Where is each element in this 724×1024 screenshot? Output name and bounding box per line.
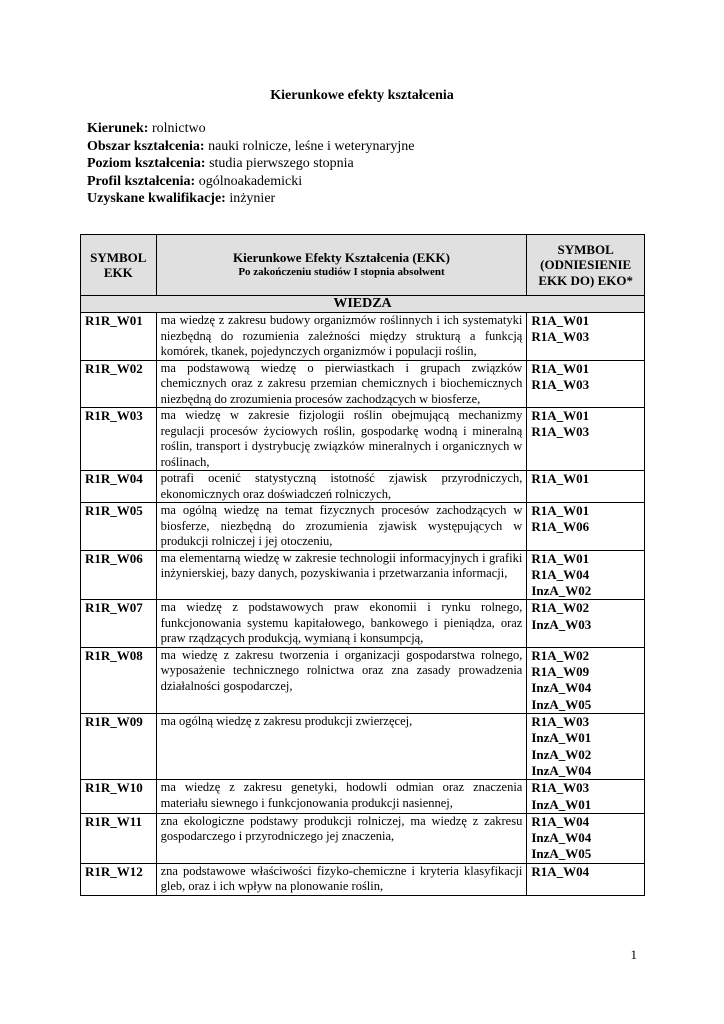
ekk-symbol: R1R_W04 <box>81 471 157 503</box>
header-reference: SYMBOL (ODNIESIENIE EKK DO) EKO* <box>527 235 645 296</box>
ekk-description: ma elementarną wiedzę w zakresie technologii informacyjnych i grafiki inżynierskiej, bazy danych, pozyskiwania i przetwarzania informacji, <box>156 550 527 600</box>
eko-reference: InzA_W05 <box>531 696 592 712</box>
table-row <box>81 408 645 471</box>
program-info-value: studia pierwszego stopnia <box>205 156 354 171</box>
eko-reference: R1A_W02 <box>531 647 590 663</box>
ekk-symbol: R1R_W01 <box>81 313 157 361</box>
table-row <box>81 647 645 713</box>
eko-reference-cell <box>527 550 645 600</box>
eko-reference: R1A_W03 <box>531 714 590 730</box>
table-row <box>81 471 645 503</box>
ekk-symbol: R1R_W12 <box>81 863 157 895</box>
ekk-symbol: R1R_W11 <box>81 813 157 863</box>
program-info-line <box>87 190 415 208</box>
eko-reference: R1A_W04 <box>531 813 590 829</box>
header-ekk-title: Kierunkowe Efekty Kształcenia (EKK) <box>232 249 450 265</box>
table-row <box>81 600 645 648</box>
table-row <box>81 813 645 863</box>
ekk-symbol: R1R_W09 <box>81 714 157 780</box>
program-info-label: Poziom kształcenia: <box>87 156 206 171</box>
eko-reference: R1A_W01 <box>531 471 590 486</box>
eko-reference: R1A_W06 <box>531 519 590 535</box>
eko-reference: InzA_W01 <box>531 730 592 746</box>
eko-reference: R1A_W01 <box>531 360 590 376</box>
ekk-description: ma wiedzę z podstawowych praw ekonomii i rynku rolnego, funkcjonowania systemu kapitałowego, bankowego i pieniądza, oraz praw rządzących produkcją, wymianą i konsumpcją, <box>156 600 527 648</box>
eko-reference: InzA_W04 <box>531 762 592 778</box>
eko-reference-cell <box>527 471 645 503</box>
table-row <box>81 714 645 780</box>
table-row <box>81 780 645 814</box>
program-info-value: inżynier <box>225 191 276 206</box>
eko-reference-cell <box>527 780 645 814</box>
ekk-description: ma wiedzę z zakresu tworzenia i organizacji gospodarstwa rolnego, wyposażenie technicznego rolnictwa oraz zna zasady prowadzenia działalności gospodarczej, <box>156 647 527 713</box>
eko-reference: InzA_W03 <box>531 616 592 632</box>
ekk-symbol: R1R_W10 <box>81 780 157 814</box>
program-info-value: ogólnoakademicki <box>195 173 303 189</box>
eko-reference: InzA_W02 <box>531 746 592 762</box>
program-info-label: Kierunek: <box>87 121 149 136</box>
header-symbol: SYMBOL EKK <box>81 235 157 296</box>
eko-reference-cell <box>527 313 645 361</box>
eko-reference-cell <box>527 647 645 713</box>
ekk-symbol: R1R_W03 <box>81 408 157 471</box>
eko-reference: R1A_W03 <box>531 376 590 392</box>
ekk-description: ma wiedzę w zakresie fizjologii roślin obejmującą mechanizmy regulacji procesów życiowych roślin, gospodarkę wodną i mineralną roślin, transport i dystrybucję związków mineralnych i organicznych w roślinach, <box>156 408 527 471</box>
table-header-row <box>81 235 645 296</box>
ekk-description: ma podstawową wiedzę o pierwiastkach i grupach związków chemicznych oraz z zakresu przemian chemicznych i biochemicznych niezbędną do zrozumienia procesów zachodzących w biosferze, <box>156 360 527 408</box>
document-title: Kierunkowe efekty kształcenia <box>270 88 454 103</box>
section-label: WIEDZA <box>81 296 645 313</box>
ekk-symbol: R1R_W08 <box>81 647 157 713</box>
eko-reference: R1A_W04 <box>531 863 590 879</box>
eko-reference: R1A_W01 <box>531 503 590 518</box>
table-row <box>81 313 645 361</box>
section-row <box>81 296 645 313</box>
ekk-symbol: R1R_W07 <box>81 600 157 648</box>
eko-reference-cell <box>527 714 645 780</box>
ekk-description: ma ogólną wiedzę na temat fizycznych procesów zachodzących w biosferze, niezbędną do zrozumienia zjawisk występujących w produkcji rolniczej i jej otoczeniu, <box>156 503 527 551</box>
ekk-symbol: R1R_W05 <box>81 503 157 551</box>
program-info-line <box>87 155 415 173</box>
program-info-value: rolnictwo <box>148 121 206 136</box>
ekk-symbol: R1R_W02 <box>81 360 157 408</box>
program-info <box>87 120 415 208</box>
eko-reference: R1A_W01 <box>531 550 590 566</box>
ekk-description: potrafi ocenić statystyczną istotność zjawisk przyrodniczych, ekonomicznych oraz doświadczeń rolniczych, <box>156 471 527 503</box>
program-info-label: Profil kształcenia: <box>87 173 196 189</box>
learning-outcomes-table <box>80 234 645 896</box>
program-info-line <box>87 138 415 156</box>
eko-reference: R1A_W01 <box>531 408 590 423</box>
eko-reference: R1A_W03 <box>531 780 590 796</box>
table-row <box>81 863 645 895</box>
eko-reference: InzA_W04 <box>531 830 592 846</box>
eko-reference-cell <box>527 503 645 551</box>
ekk-description: ma wiedzę z zakresu genetyki, hodowli odmian oraz znaczenia materiału siewnego i funkcjonowania produkcji nasiennej, <box>156 780 527 814</box>
eko-reference-cell <box>527 600 645 648</box>
table-row <box>81 550 645 600</box>
eko-reference-cell <box>527 360 645 408</box>
header-ekk-subtitle: Po zakończeniu studiów I stopnia absolwent <box>238 266 445 278</box>
eko-reference: R1A_W01 <box>531 313 590 328</box>
program-info-line <box>87 173 415 191</box>
header-ekk <box>156 235 527 296</box>
eko-reference-cell <box>527 813 645 863</box>
eko-reference: InzA_W05 <box>531 846 592 862</box>
ekk-symbol: R1R_W06 <box>81 550 157 600</box>
eko-reference: R1A_W04 <box>531 566 590 582</box>
program-info-line <box>87 120 415 138</box>
eko-reference: R1A_W03 <box>531 329 590 345</box>
ekk-description: ma wiedzę z zakresu budowy organizmów roślinnych i ich systematyki niezbędną do rozumienia zależności między strukturą a funkcją komórek, tkanek, pojedynczych organizmów i populacji roślin, <box>156 313 527 361</box>
ekk-description: zna podstawowe właściwości fizyko-chemiczne i kryteria klasyfikacji gleb, oraz i ich wpływ na plonowanie roślin, <box>156 863 527 895</box>
table-row <box>81 360 645 408</box>
eko-reference: R1A_W03 <box>531 424 590 440</box>
program-info-label: Obszar kształcenia: <box>87 138 205 154</box>
eko-reference-cell <box>527 408 645 471</box>
ekk-description: zna ekologiczne podstawy produkcji rolniczej, ma wiedzę z zakresu gospodarczego i przyrodniczego jej znaczenia, <box>156 813 527 863</box>
eko-reference: R1A_W09 <box>531 664 590 680</box>
program-info-value: nauki rolnicze, leśne i weterynaryjne <box>204 138 415 154</box>
eko-reference-cell <box>527 863 645 895</box>
table-row <box>81 503 645 551</box>
eko-reference: R1A_W02 <box>531 600 590 616</box>
eko-reference: InzA_W01 <box>531 796 592 812</box>
page-number: 1 <box>630 947 637 962</box>
program-info-label: Uzyskane kwalifikacje: <box>87 191 226 206</box>
eko-reference: InzA_W04 <box>531 680 592 696</box>
eko-reference: InzA_W02 <box>531 583 592 599</box>
ekk-description: ma ogólną wiedzę z zakresu produkcji zwierzęcej, <box>156 714 527 780</box>
